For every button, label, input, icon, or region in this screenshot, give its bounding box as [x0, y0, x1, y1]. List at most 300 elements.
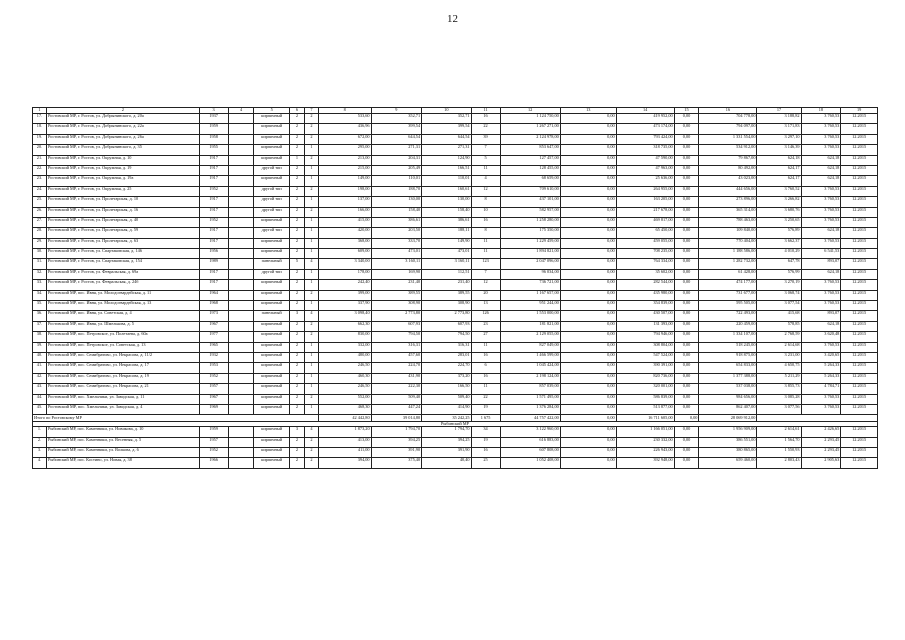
- table-cell: 0,00: [560, 352, 616, 362]
- table-cell: 25: [471, 458, 500, 468]
- table-cell: 1 794,70: [371, 427, 422, 437]
- table-cell: [228, 311, 254, 321]
- table-cell: кирпичный: [254, 134, 289, 144]
- table-cell: 3 760,53: [801, 197, 841, 207]
- table-cell: 0,00: [560, 342, 616, 352]
- table-cell: 0,00: [674, 404, 699, 414]
- table-cell: кирпичный: [254, 384, 289, 394]
- table-cell: 20.: [33, 145, 47, 155]
- table-cell: Рыбинский МР, пос. Каменники, ул. Весенняя, д. 5: [46, 437, 199, 447]
- table-cell: 415,68: [757, 311, 801, 321]
- table-cell: 3 250,65: [757, 217, 801, 227]
- table-cell: Ростовский МР, пос. Ивня, ул. Молодогвардейская, д. 11: [46, 290, 199, 300]
- table-cell: кирпичный: [254, 217, 289, 227]
- table-cell: 2: [304, 207, 318, 217]
- table-cell: 7: [471, 145, 500, 155]
- table-cell: 3 270,19: [757, 280, 801, 290]
- table-cell: 0,00: [674, 384, 699, 394]
- table-cell: 20: [471, 290, 500, 300]
- table-cell: 226 943,00: [616, 448, 674, 458]
- table-cell: 394,25: [422, 437, 471, 447]
- table-cell: 390 391,00: [616, 363, 674, 373]
- table-cell: 110,01: [422, 176, 471, 186]
- table-cell: 731 677,00: [699, 290, 757, 300]
- table-cell: 469 817,00: [616, 217, 674, 227]
- table-cell: 624,17: [757, 176, 801, 186]
- table-cell: кирпичный: [254, 145, 289, 155]
- table-cell: 12.2015: [841, 352, 878, 362]
- table-cell: [228, 363, 254, 373]
- table-cell: 0,00: [674, 269, 699, 279]
- table-cell: 29.: [33, 238, 47, 248]
- table-cell: кирпичный: [254, 342, 289, 352]
- table-cell: 34.: [33, 290, 47, 300]
- table-cell: [228, 458, 254, 468]
- table-cell: 33.: [33, 280, 47, 290]
- table-cell: 0,00: [560, 228, 616, 238]
- table-cell: 534 912,00: [699, 145, 757, 155]
- table-cell: 12.2015: [841, 437, 878, 447]
- table-cell: [228, 176, 254, 186]
- table-cell: 130,00: [422, 197, 471, 207]
- table-cell: 607 808,00: [500, 448, 560, 458]
- table-cell: 44.: [33, 394, 47, 404]
- table-cell: кирпичный: [254, 394, 289, 404]
- table-cell: 2: [304, 448, 318, 458]
- table-cell: 3.: [33, 448, 47, 458]
- table-cell: 130,00: [371, 197, 422, 207]
- table-cell: 5: [471, 155, 500, 165]
- table-cell: 3 231,00: [757, 352, 801, 362]
- table-cell: 30.: [33, 249, 47, 259]
- table-cell: 624,18: [801, 269, 841, 279]
- table-cell: 2: [289, 114, 304, 124]
- table-cell: 509,40: [422, 394, 471, 404]
- table-cell: 1956: [199, 249, 228, 259]
- table-cell: 205,49: [371, 165, 422, 175]
- table-cell: 624,18: [801, 165, 841, 175]
- table-cell: 2: [289, 363, 304, 373]
- table-cell: 1 124 750,00: [500, 114, 560, 124]
- table-cell: 308,90: [371, 301, 422, 311]
- table-cell: 0,00: [560, 145, 616, 155]
- table-cell: 893,07: [801, 311, 841, 321]
- table-cell: 537 038,00: [699, 384, 757, 394]
- table-cell: 2: [304, 114, 318, 124]
- table-cell: 3: [289, 311, 304, 321]
- table-cell: 389,55: [371, 290, 422, 300]
- table-cell: 18.: [33, 124, 47, 134]
- table-cell: 1: [304, 280, 318, 290]
- table-cell: 4 010,29: [757, 249, 801, 259]
- table-cell: 16: [471, 373, 500, 383]
- table-cell: 1: [304, 197, 318, 207]
- table-cell: 736 721,00: [500, 280, 560, 290]
- table-cell: 2: [289, 176, 304, 186]
- table-cell: 80 492,00: [699, 165, 757, 175]
- table-cell: 110,01: [371, 176, 422, 186]
- table-cell: [228, 352, 254, 362]
- table-cell: 0,00: [560, 259, 616, 269]
- table-cell: 1 282 732,00: [699, 259, 757, 269]
- table-cell: 3 266,82: [757, 197, 801, 207]
- table-cell: 40.: [33, 352, 47, 362]
- table-cell: [228, 165, 254, 175]
- table-cell: 0,00: [674, 259, 699, 269]
- table-cell: 951 244,00: [500, 301, 560, 311]
- table-cell: 3: [289, 427, 304, 437]
- table-cell: 457,60: [371, 352, 422, 362]
- table-cell: 0,00: [560, 321, 616, 331]
- table-cell: 2 129 055,00: [500, 332, 560, 342]
- table-cell: 2 047 096,00: [500, 259, 560, 269]
- table-cell: 16 711 605,00: [616, 415, 674, 421]
- table-cell: кирпичный: [254, 373, 289, 383]
- table-cell: 8: [471, 228, 500, 238]
- table-cell: Ростовский МР, г. Ростов, ул. Окружная, д. 19а: [46, 176, 199, 186]
- table-cell: 1952: [199, 217, 228, 227]
- table-cell: 1 267 271,00: [500, 124, 560, 134]
- table-cell: 0,00: [674, 321, 699, 331]
- table-cell: 3 297,10: [757, 134, 801, 144]
- table-cell: 436,96: [318, 124, 371, 134]
- table-cell: Итого по Ростовскому МР: [33, 415, 319, 421]
- table-cell: 435 980,00: [616, 290, 674, 300]
- table-cell: 2: [304, 437, 318, 447]
- table-cell: 0,00: [674, 176, 699, 186]
- table-cell: 12.2015: [841, 134, 878, 144]
- table-cell: 1917: [199, 155, 228, 165]
- table-cell: 709 610,00: [500, 186, 560, 196]
- table-cell: 2: [46, 108, 199, 114]
- table-cell: [228, 437, 254, 447]
- table-cell: 16: [471, 448, 500, 458]
- table-cell: 22.: [33, 165, 47, 175]
- table-cell: 1 564,70: [757, 437, 801, 447]
- table-cell: 1: [304, 342, 318, 352]
- table-cell: 0,00: [560, 207, 616, 217]
- table-cell: 178,00: [318, 269, 371, 279]
- table-cell: 332,00: [318, 342, 371, 352]
- table-cell: [228, 332, 254, 342]
- table-cell: кирпичный: [254, 404, 289, 414]
- table-cell: 1: [304, 301, 318, 311]
- table-cell: другой тип: [254, 165, 289, 175]
- table-cell: 23.: [33, 176, 47, 186]
- table-cell: 5 264,33: [801, 363, 841, 373]
- table-cell: 547 524,00: [616, 352, 674, 362]
- table-cell: 45.: [33, 404, 47, 414]
- table-cell: 1952: [199, 186, 228, 196]
- table-cell: 3 760,53: [801, 301, 841, 311]
- table-cell: 124,90: [422, 155, 471, 165]
- table-cell: 68 659,00: [500, 176, 560, 186]
- table-cell: 1 553 000,00: [500, 311, 560, 321]
- table-cell: 11: [471, 342, 500, 352]
- table-cell: 0,00: [674, 249, 699, 259]
- table-cell: 0,00: [674, 311, 699, 321]
- table-cell: 0,00: [560, 290, 616, 300]
- table-row: [33, 197, 878, 207]
- table-cell: 2: [304, 290, 318, 300]
- table-cell: 2: [289, 238, 304, 248]
- table-cell: 788 463,00: [699, 217, 757, 227]
- table-cell: [228, 321, 254, 331]
- table-cell: 2: [289, 217, 304, 227]
- table-cell: 2: [289, 352, 304, 362]
- table-cell: кирпичный: [254, 363, 289, 373]
- table-cell: 3 760,53: [801, 217, 841, 227]
- table-cell: 14: [616, 108, 674, 114]
- table-cell: 0,00: [560, 238, 616, 248]
- table-cell: 3 760,52: [757, 186, 801, 196]
- table-cell: 181 821,00: [500, 321, 560, 331]
- table-cell: 0,00: [674, 207, 699, 217]
- table-cell: Ростовский МР, г. Ростов, ул. Добрынинского, д. 22а: [46, 124, 199, 134]
- table-cell: 2: [289, 290, 304, 300]
- table-cell: 17.: [33, 114, 47, 124]
- table-cell: 273 896,00: [699, 197, 757, 207]
- table-cell: 2: [289, 301, 304, 311]
- table-cell: 354 839,00: [616, 301, 674, 311]
- table-cell: 0,00: [560, 249, 616, 259]
- table-cell: [228, 301, 254, 311]
- table-cell: кирпичный: [254, 427, 289, 437]
- table-row: [33, 124, 878, 134]
- table-cell: 420,00: [318, 228, 371, 238]
- table-cell: 1977: [199, 332, 228, 342]
- table-cell: 770 404,00: [699, 238, 757, 248]
- table-row: [33, 363, 878, 373]
- table-cell: 131 393,00: [616, 321, 674, 331]
- table-cell: 0,00: [560, 269, 616, 279]
- table-cell: 12.2015: [841, 217, 878, 227]
- table-cell: 213,00: [318, 155, 371, 165]
- table-cell: 3: [199, 108, 228, 114]
- table-cell: 12.2015: [841, 363, 878, 373]
- table-cell: 2 426,65: [801, 427, 841, 437]
- table-cell: Рыбинский МР, пос. Костино, ул. Новая, д. 38: [46, 458, 199, 468]
- table-cell: 0,00: [560, 427, 616, 437]
- table-cell: 0,00: [560, 186, 616, 196]
- table-row: [33, 217, 878, 227]
- table-cell: 0,00: [674, 145, 699, 155]
- table-cell: 1 166 051,00: [616, 427, 674, 437]
- table-cell: 0,00: [674, 165, 699, 175]
- table-cell: 11: [471, 249, 500, 259]
- table-row: [33, 134, 878, 144]
- table-cell: 26.: [33, 207, 47, 217]
- table-cell: 12.2015: [841, 176, 878, 186]
- table-cell: Ростовский МР, г. Ростов, ул. Пролетарская, д. 63: [46, 238, 199, 248]
- table-cell: 264 955,00: [616, 186, 674, 196]
- table-cell: 79 867,00: [699, 155, 757, 165]
- table-cell: 4.: [33, 458, 47, 468]
- table-cell: 41.: [33, 363, 47, 373]
- table-cell: 1: [304, 238, 318, 248]
- table-cell: 1 466 599,00: [500, 352, 560, 362]
- table-cell: 43 023,00: [699, 176, 757, 186]
- table-cell: 25.: [33, 197, 47, 207]
- table-cell: 3 077,54: [757, 301, 801, 311]
- table-cell: 918 875,00: [699, 352, 757, 362]
- table-cell: 1: [304, 165, 318, 175]
- table-cell: 2 773,80: [371, 311, 422, 321]
- table-cell: 411,00: [318, 448, 371, 458]
- table-cell: 586 839,00: [616, 394, 674, 404]
- table-cell: [228, 114, 254, 124]
- table-cell: 1 376 284,00: [500, 404, 560, 414]
- table-cell: 444 656,00: [699, 186, 757, 196]
- table-cell: 5: [254, 108, 289, 114]
- table-cell: 647,78: [757, 259, 801, 269]
- table-cell: 708 235,00: [616, 249, 674, 259]
- table-cell: 318 735,00: [616, 145, 674, 155]
- table-cell: 413,00: [318, 437, 371, 447]
- table-cell: Ростовский МР, г. Ростов, ул. Пролетарская, д. 10: [46, 197, 199, 207]
- table-cell: 430 507,00: [616, 311, 674, 321]
- table-cell: 0,00: [674, 415, 699, 421]
- table-cell: 365 314,00: [699, 207, 757, 217]
- table-cell: 3 760,53: [801, 124, 841, 134]
- table-cell: 65 450,00: [616, 228, 674, 238]
- table-cell: 128 455,00: [500, 165, 560, 175]
- table-cell: 0,00: [560, 415, 616, 421]
- table-cell: 2: [304, 124, 318, 134]
- table-cell: 624,18: [757, 155, 801, 165]
- table-cell: 2: [304, 321, 318, 331]
- table-row: [33, 114, 878, 124]
- table-cell: 1: [304, 352, 318, 362]
- table-cell: 47 963,00: [616, 165, 674, 175]
- table-cell: 35.: [33, 301, 47, 311]
- table-cell: 595 505,00: [699, 301, 757, 311]
- table-cell: 3 122 960,00: [500, 427, 560, 437]
- table-cell: 12.2015: [841, 238, 878, 248]
- table-cell: 3 760,53: [801, 145, 841, 155]
- table-cell: 188,70: [371, 186, 422, 196]
- table-cell: 2: [289, 145, 304, 155]
- table-cell: Ростовский МР, г. Ростов, ул. Окружная, д. 10: [46, 155, 199, 165]
- table-cell: Ростовский МР, пос. Петровское, ул. Полетаева, д. 60а: [46, 332, 199, 342]
- table-cell: 15: [674, 108, 699, 114]
- table-cell: 0,00: [560, 363, 616, 373]
- table-cell: 2: [289, 437, 304, 447]
- table-cell: 3 340,00: [318, 259, 371, 269]
- table-cell: 43.: [33, 384, 47, 394]
- table-cell: 2: [289, 186, 304, 196]
- table-row: [33, 458, 878, 468]
- table-cell: Ростовский МР, г. Ростов, ул. Февральская, д. 24б: [46, 280, 199, 290]
- table-cell: 28 069 912,00: [699, 415, 757, 421]
- table-cell: 12.2015: [841, 404, 878, 414]
- table-cell: 3 760,53: [801, 394, 841, 404]
- table-cell: [228, 217, 254, 227]
- table-cell: 22: [471, 394, 500, 404]
- table-cell: 12.2015: [841, 228, 878, 238]
- table-cell: 0,00: [560, 155, 616, 165]
- table-cell: 11: [471, 165, 500, 175]
- table-row: [33, 394, 878, 404]
- table-cell: 624,18: [801, 155, 841, 165]
- table-cell: 3 760,53: [801, 404, 841, 414]
- table-cell: 1968: [199, 301, 228, 311]
- table-cell: 3 171,83: [757, 124, 801, 134]
- table-cell: 2 803,43: [757, 458, 801, 468]
- table-cell: Ростовский МР, г. Ростов, ул. Добрынинского, д. 26а: [46, 134, 199, 144]
- table-cell: 5: [289, 259, 304, 269]
- table-cell: 447,24: [371, 404, 422, 414]
- table-cell: 460,30: [318, 373, 371, 383]
- table-cell: 0,00: [560, 332, 616, 342]
- table-cell: [228, 145, 254, 155]
- table-cell: другой тип: [254, 186, 289, 196]
- table-cell: 0,00: [560, 217, 616, 227]
- table-cell: 0,00: [674, 134, 699, 144]
- table-cell: 0,00: [674, 373, 699, 383]
- table-cell: 4: [304, 311, 318, 321]
- table-cell: 0,00: [674, 238, 699, 248]
- table-cell: Ростовский МР, г. Ростов, ул. Окружная, д. 19: [46, 165, 199, 175]
- table-cell: 1967: [199, 394, 228, 404]
- table-cell: 1: [289, 155, 304, 165]
- table-cell: 1.: [33, 427, 47, 437]
- table-cell: 1 550,93: [757, 448, 801, 458]
- table-cell: 984 656,00: [699, 394, 757, 404]
- table-cell: 12.2015: [841, 321, 878, 331]
- table-cell: 3 760,53: [801, 207, 841, 217]
- table-cell: 0,00: [560, 384, 616, 394]
- table-cell: 217 678,00: [616, 207, 674, 217]
- table-cell: 0,00: [560, 404, 616, 414]
- table-cell: 0,00: [560, 458, 616, 468]
- table-cell: [228, 207, 254, 217]
- table-cell: [228, 259, 254, 269]
- table-cell: 308 804,00: [616, 342, 674, 352]
- table-cell: 2 124 978,00: [500, 134, 560, 144]
- table-cell: 0,00: [674, 186, 699, 196]
- table-cell: 158,40: [371, 207, 422, 217]
- table-cell: 1 571 495,00: [500, 394, 560, 404]
- table-cell: 0,00: [674, 448, 699, 458]
- table-cell: 12.2015: [841, 342, 878, 352]
- table-cell: 0,00: [674, 427, 699, 437]
- table-row: [33, 427, 878, 437]
- table-cell: 282 544,00: [616, 280, 674, 290]
- table-cell: [228, 134, 254, 144]
- table-cell: 352,71: [371, 114, 422, 124]
- table-cell: [228, 448, 254, 458]
- table-cell: 2: [304, 394, 318, 404]
- table-cell: 862 407,00: [699, 404, 757, 414]
- table-cell: кирпичный: [254, 332, 289, 342]
- table-cell: Ростовский МР, пос. Семибратово, ул. Некрасова, д. 11/2: [46, 352, 199, 362]
- table-cell: 624,18: [801, 228, 841, 238]
- table-cell: 7: [304, 108, 318, 114]
- table-cell: Рыбинский МР: [33, 421, 878, 427]
- table-cell: панельный: [254, 259, 289, 269]
- table-cell: 644,54: [371, 134, 422, 144]
- table-cell: 333,70: [371, 238, 422, 248]
- table-cell: 12.2015: [841, 280, 878, 290]
- table-cell: Ростовский МР, пос. Ивня, ул. Советская, д. 4: [46, 311, 199, 321]
- table-cell: 375,40: [371, 458, 422, 468]
- table-cell: Ростовский МР, г. Ростов, ул. Пролетарская, д. 59: [46, 228, 199, 238]
- table-cell: 28.: [33, 228, 47, 238]
- table-cell: 13: [560, 108, 616, 114]
- table-cell: 204,31: [371, 155, 422, 165]
- table-cell: 0,00: [674, 301, 699, 311]
